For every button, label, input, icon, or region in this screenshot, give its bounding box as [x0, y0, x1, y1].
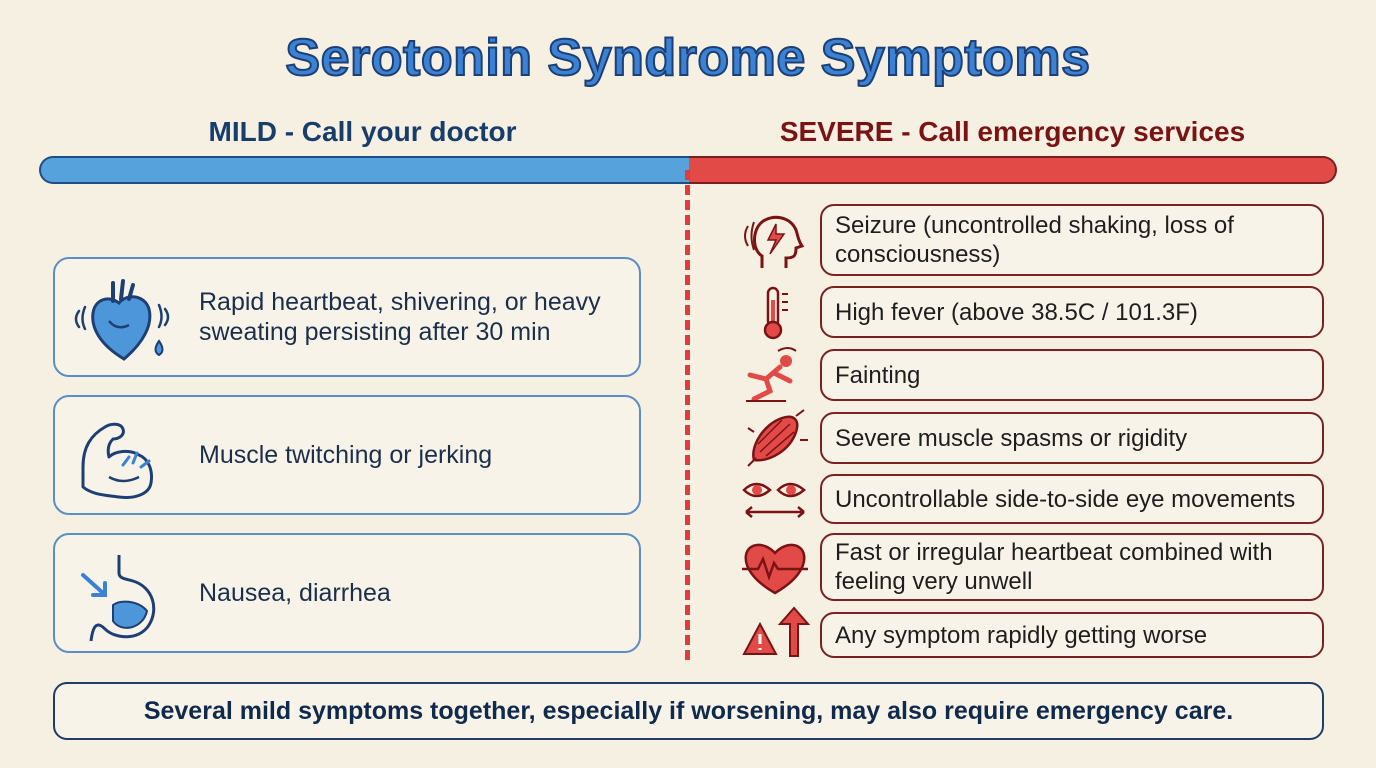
page-title: Serotonin Syndrome Symptoms [285, 29, 1091, 87]
mild-symptom-card-stomach [53, 533, 641, 653]
mild-severity-bar [39, 156, 689, 184]
severe-symptom-row-eyes [740, 474, 1330, 524]
mild-heading: MILD - Call your doctor [208, 116, 517, 147]
mild-symptom-card-heart [53, 257, 641, 377]
mild-symptom-text: Nausea, diarrhea [199, 579, 391, 607]
severe-symptom-row-fever [740, 286, 1330, 338]
stomach-icon [69, 545, 179, 645]
severe-symptom-card: Seizure (uncontrolled shaking, loss of consciousness) [820, 204, 1324, 276]
flexed-arm-icon [69, 407, 179, 507]
severe-symptom-card: Fast or irregular heartbeat combined with feeling very unwell [820, 533, 1324, 601]
mild-symptom-text: Muscle twitching or jerking [199, 441, 493, 469]
muscle-spasm-icon [740, 406, 810, 470]
severe-severity-bar [689, 156, 1337, 184]
heart-icon [69, 269, 179, 369]
eyes-icon [740, 472, 810, 526]
severe-symptom-row-worsening [740, 612, 1330, 658]
severe-symptom-row-heartbeat [740, 533, 1330, 601]
warning-arrow-up-icon [740, 606, 810, 660]
heart-pulse-icon [740, 537, 810, 599]
severe-symptom-card: Fainting [820, 349, 1324, 401]
severe-heading: SEVERE - Call emergency services [779, 116, 1246, 147]
thermometer-icon [740, 282, 810, 342]
severe-symptom-row-fainting [740, 349, 1330, 401]
fainting-person-icon [740, 345, 810, 405]
severe-symptom-card: High fever (above 38.5C / 101.3F) [820, 286, 1324, 338]
severe-symptom-row-seizure [740, 204, 1330, 276]
severe-symptom-row-spasms [740, 412, 1330, 464]
severe-symptom-card: Severe muscle spasms or rigidity [820, 412, 1324, 464]
mild-symptom-card-muscle [53, 395, 641, 515]
mild-symptom-text: Rapid heartbeat, shivering, or heavy sweating persisting after 30 min [199, 288, 601, 346]
column-divider [685, 170, 690, 660]
severe-symptom-card: Uncontrollable side-to-side eye movements [820, 474, 1324, 524]
head-lightning-icon [740, 206, 810, 272]
footer-note: Several mild symptoms together, especially if worsening, may also require emergency care. [53, 682, 1324, 740]
severe-symptom-card: Any symptom rapidly getting worse [820, 612, 1324, 658]
